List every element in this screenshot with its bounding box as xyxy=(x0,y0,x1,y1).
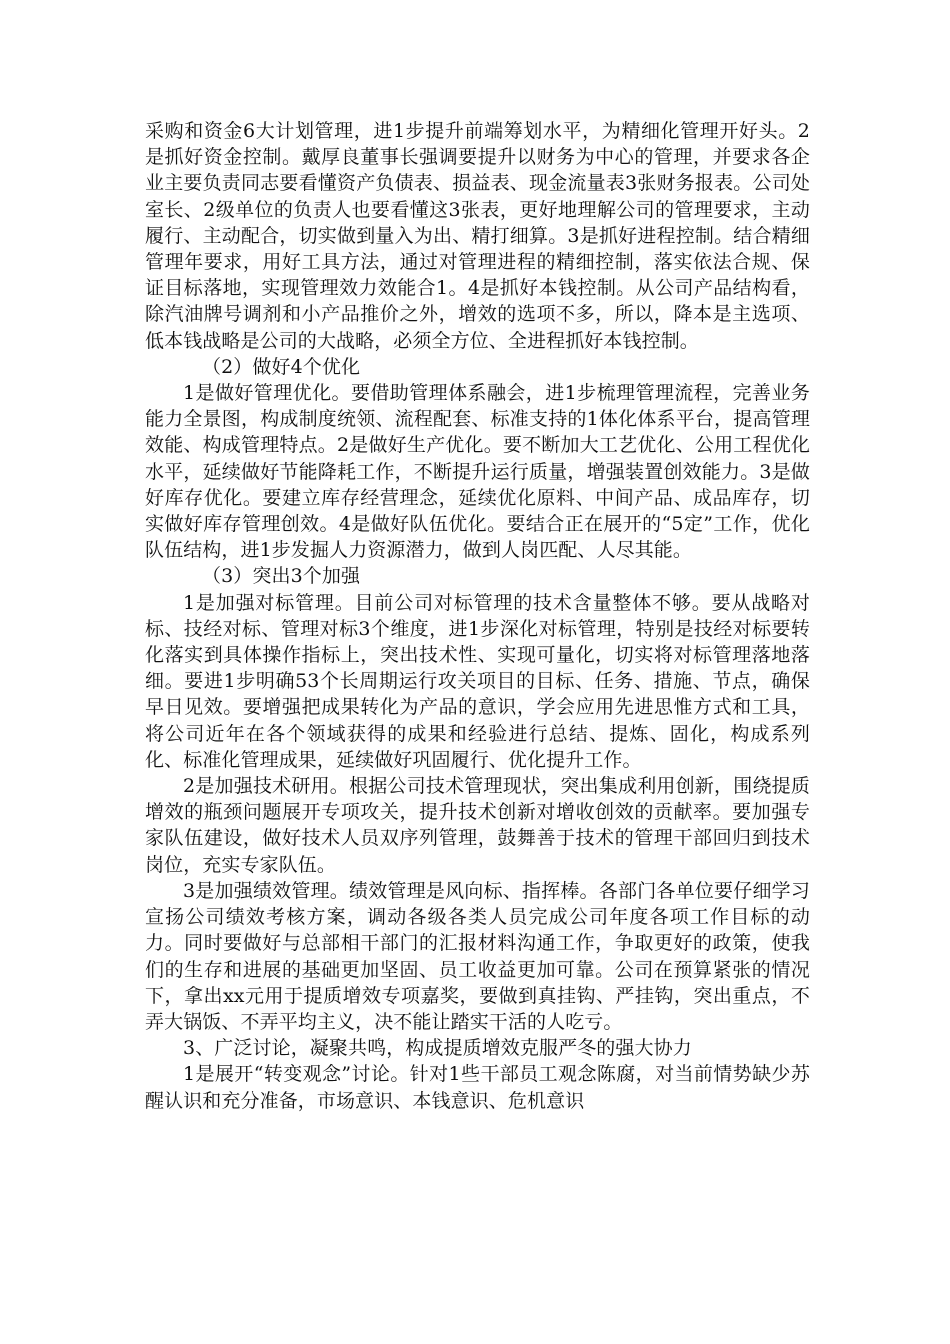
section-heading-strengthen: （3）突出3个加强 xyxy=(202,565,361,588)
paragraph-benchmarking: 1是加强对标管理。目前公司对标管理的技术含量整体不够。要从战略对标、技经对标、管理对标3个维度，进1步深化对标管理，特别是技经对标要转化落实到具体操作指标上，突出技术性、实现可量化，切实将对标管理落地落细。要进1步明确53个长周期运行攻关项目的目标、任务、措施、节点，确保早日见效。要增强把成果转化为产品的意识，学会应用先进思惟方式和工具，将公司近年在各个领域获得的成果和经验进行总结、提炼、固化，构成系列化、标准化管理成果，延续做好巩固履行、优化提升工作。 xyxy=(145,591,810,771)
paragraph-mindset: 1是展开“转变观念”讨论。针对1些干部员工观念陈腐，对当前情势缺少苏醒认识和充分准备，市场意识、本钱意识、危机意识 xyxy=(145,1063,810,1112)
document-body xyxy=(145,118,810,1114)
paragraph-performance: 3是加强绩效管理。绩效管理是风向标、指挥棒。各部门各单位要仔细学习宣扬公司绩效考核方案，调动各级各类人员完成公司年度各项工作目标的动力。同时要做好与总部相干部门的汇报材料沟通工作，争取更好的政策，使我们的生存和进展的基础更加坚固、员工收益更加可靠。公司在预算紧张的情况下，拿出xx元用于提质增效专项嘉奖，要做到真挂钩、严挂钩，突出重点，不弄大锅饭、不弄平均主义，决不能让踏实干活的人吃亏。 xyxy=(145,879,810,1033)
paragraph-optimizations: 1是做好管理优化。要借助管理体系融会，进1步梳理管理流程，完善业务能力全景图，构成制度统领、流程配套、标准支持的1体化体系平台，提高管理效能、构成管理特点。2是做好生产优化。要不断加大工艺优化、公用工程优化水平，延续做好节能降耗工作，不断提升运行质量，增强装置创效能力。3是做好库存优化。要建立库存经营理念，延续优化原料、中间产品、成品库存，切实做好库存管理创效。4是做好队伍优化。要结合正在展开的“5定”工作，优化队伍结构，进1步发掘人力资源潜力，做到人岗匹配、人尽其能。 xyxy=(145,382,810,562)
paragraph-technology: 2是加强技术研用。根据公司技术管理现状，突出集成利用创新，围绕提质增效的瓶颈问题展开专项攻关，提升技术创新对增收创效的贡献率。要加强专家队伍建设，做好技术人员双序列管理，鼓舞善于技术的管理干部回归到技术岗位，充实专家队伍。 xyxy=(145,775,810,876)
section-heading-discussion: 3、广泛讨论，凝聚共鸣，构成提质增效克服严冬的强大协力 xyxy=(183,1037,692,1060)
section-heading-optimizations: （2）做好4个优化 xyxy=(202,355,361,378)
paragraph-continuation: 采购和资金6大计划管理，进1步提升前端筹划水平，为精细化管理开好头。2是抓好资金控制。戴厚良董事长强调要提升以财务为中心的管理，并要求各企业主要负责同志要看懂资产负债表、损益表、现金流量表3张财务报表。公司处室长、2级单位的负责人也要看懂这3张表，更好地理解公司的管理要求，主动履行、主动配合，切实做到量入为出、精打细算。3是抓好进程控制。结合精细管理年要求，用好工具方法，通过对管理进程的精细控制，落实依法合规、保证目标落地，实现管理效力效能合1。4是抓好本钱控制。从公司产品结构看，除汽油牌号调剂和小产品推价之外，增效的选项不多，所以，降本是主选项、低本钱战略是公司的大战略，必须全方位、全进程抓好本钱控制。 xyxy=(145,120,810,352)
